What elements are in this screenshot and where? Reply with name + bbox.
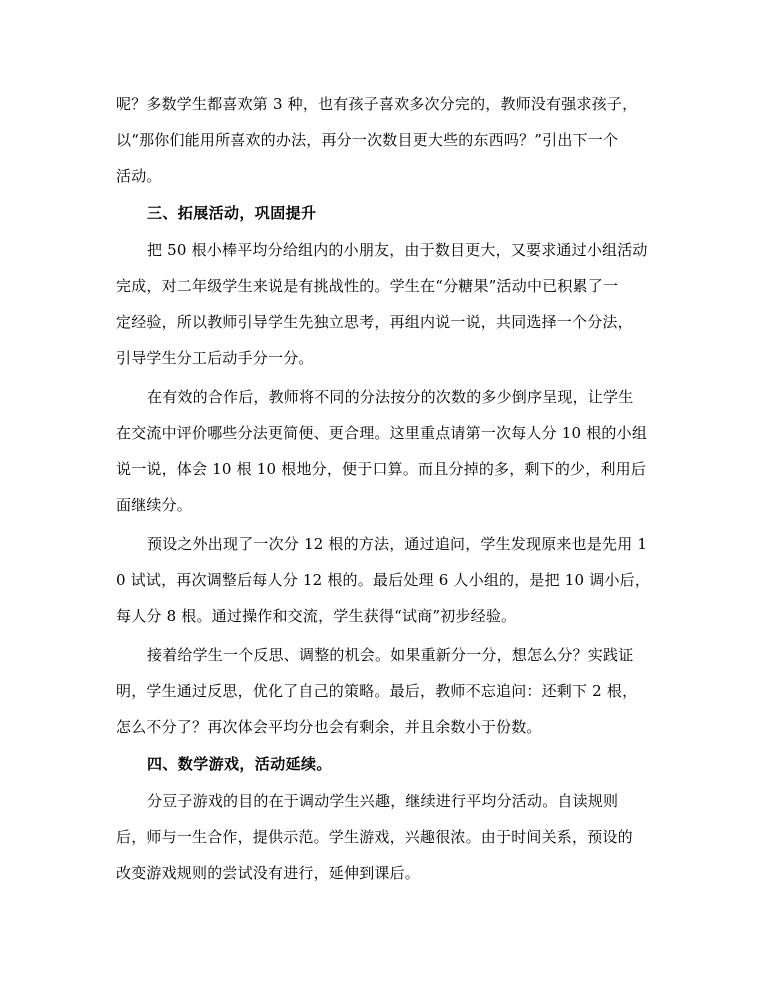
text-line: 把 50 根小棒平均分给组内的小朋友，由于数目更大，又要求通过小组活动 <box>147 241 648 259</box>
section-heading-4: 四、数学游戏，活动延续。 <box>147 755 332 773</box>
text-line: 完成，对二年级学生来说是有挑战性的。学生在“分糖果”活动中已积累了一 <box>116 277 619 295</box>
text-line: 引导学生分工后动手分一分。 <box>116 349 314 367</box>
text-line: 定经验，所以教师引导学生先独立思考，再组内说一说，共同选择一个分法， <box>116 313 633 331</box>
text-line: 怎么不分了？再次体会平均分也会有剩余，并且余数小于份数。 <box>116 718 542 736</box>
text-line: 呢？多数学生都喜欢第 3 种，也有孩子喜欢多次分完的，教师没有强求孩子， <box>116 95 638 113</box>
text-line: 改变游戏规则的尝试没有进行，延伸到课后。 <box>116 864 421 882</box>
text-line: 预设之外出现了一次分 12 根的方法，通过追问，学生发现原来也是先用 1 <box>147 535 648 553</box>
text-line: 面继续分。 <box>116 496 193 514</box>
text-line: 分豆子游戏的目的在于调动学生兴趣，继续进行平均分活动。自读规则 <box>147 792 619 810</box>
text-line: 说一说，体会 10 根 10 根地分，便于口算。而且分掉的多，剩下的少，利用后 <box>116 460 647 478</box>
text-line: 接着给学生一个反思、调整的机会。如果重新分一分，想怎么分？实践证 <box>147 646 634 664</box>
text-line: 以“那你们能用所喜欢的办法，再分一次数目更大些的东西吗？”引出下一个 <box>116 131 619 149</box>
text-line: 活动。 <box>116 167 162 185</box>
section-heading-3: 三、拓展活动，巩固提升 <box>147 204 317 222</box>
text-line: 后，师与一生合作，提供示范。学生游戏，兴趣很浓。由于时间关系，预设的 <box>116 828 633 846</box>
text-line: 明，学生通过反思，优化了自己的策略。最后，教师不忘追问：还剩下 2 根， <box>116 682 638 700</box>
text-line: 在交流中评价哪些分法更简便、更合理。这里重点请第一次每人分 10 根的小组 <box>116 424 648 442</box>
text-line: 在有效的合作后，教师将不同的分法按分的次数的多少倒序呈现，让学生 <box>147 388 634 406</box>
text-line: 0 试试，再次调整后每人分 12 根的。最后处理 6 人小组的，是把 10 调小后， <box>116 571 651 589</box>
text-line: 每人分 8 根。通过操作和交流，学生获得“试商”初步经验。 <box>116 607 517 625</box>
